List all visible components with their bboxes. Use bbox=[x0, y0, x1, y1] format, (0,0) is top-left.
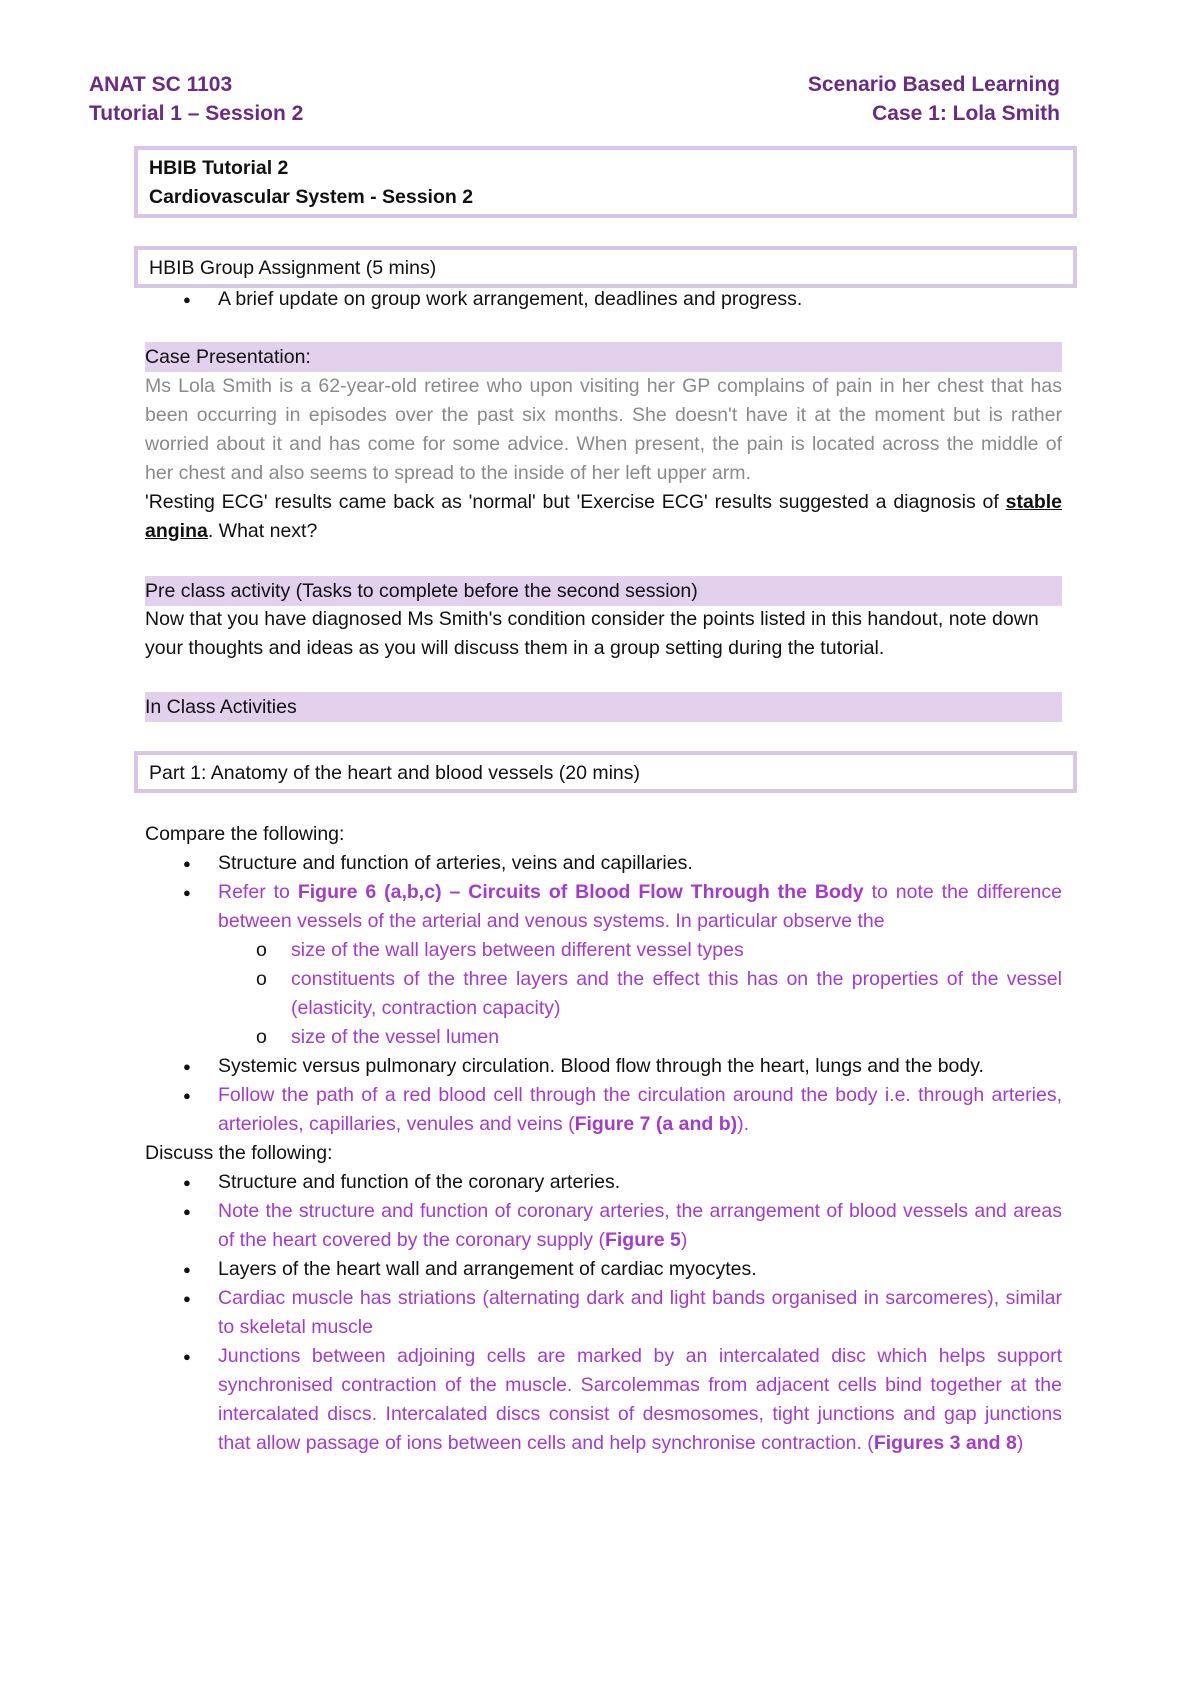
header-right bbox=[808, 70, 1060, 128]
figure6-post: to note the difference between vessels of the arterial and venous systems. In particular observe the bbox=[218, 881, 1062, 932]
in-class-heading: In Class Activities bbox=[145, 696, 297, 718]
compare-list bbox=[145, 849, 1062, 936]
discuss-list bbox=[145, 1168, 1062, 1458]
header-left bbox=[89, 70, 303, 128]
title-line-1: HBIB Tutorial 2 bbox=[149, 157, 289, 179]
case-label: Case 1: Lola Smith bbox=[872, 102, 1060, 125]
rbc-pre: Follow the path of a red blood cell through the circulation around the body i.e. through arteries, arterioles, capillaries, venules and veins ( bbox=[218, 1084, 1062, 1135]
figures-3-8-ref: Figures 3 and 8 bbox=[873, 1432, 1017, 1454]
discuss-item-striations: ● Cardiac muscle has striations (alternating dark and light bands organised in sarcomeres), similar to skeletal muscle bbox=[145, 1284, 1062, 1342]
scenario-label: Scenario Based Learning bbox=[807, 73, 1060, 96]
sub-item-lumen: o size of the vessel lumen bbox=[145, 1023, 1062, 1052]
coronary-pre: Note the structure and function of coronary arteries, the arrangement of blood vessels and areas of the heart covered by the coronary supply ( bbox=[218, 1200, 1062, 1251]
sub-item-wall-layers: o size of the wall layers between different vessel types bbox=[145, 936, 1062, 965]
compare-intro: Compare the following: bbox=[145, 823, 345, 845]
case-presentation-band bbox=[145, 342, 1062, 372]
compare-item-rbc-path bbox=[145, 1081, 1062, 1139]
figure6-ref: Figure 6 (a,b,c) – Circuits of Blood Flow Through the Body bbox=[297, 881, 864, 903]
compare-item-figure6 bbox=[145, 878, 1062, 936]
group-assignment-bullet: ● A brief update on group work arrangement, deadlines and progress. bbox=[145, 285, 1062, 314]
group-assignment-box bbox=[134, 246, 1077, 288]
diagnosis-stable-angina: stable angina bbox=[145, 491, 1062, 542]
group-assignment-list bbox=[145, 285, 1062, 314]
tutorial-session: Tutorial 1 – Session 2 bbox=[89, 102, 304, 125]
rbc-post: ). bbox=[737, 1113, 750, 1135]
ecg-text-before: 'Resting ECG' results came back as 'normal' but 'Exercise ECG' results suggested a diagnosis of bbox=[145, 491, 1006, 513]
compare-list-cont bbox=[145, 1052, 1062, 1139]
pre-class-heading: Pre class activity (Tasks to complete before the second session) bbox=[145, 580, 698, 602]
part1-content bbox=[145, 820, 1062, 1458]
discuss-intro: Discuss the following: bbox=[145, 1142, 333, 1164]
discuss-item-intercalated bbox=[145, 1342, 1062, 1458]
part1-box bbox=[134, 751, 1077, 793]
course-code: ANAT SC 1103 bbox=[89, 73, 233, 96]
discuss-item-coronary-note bbox=[145, 1197, 1062, 1255]
in-class-band bbox=[145, 692, 1062, 722]
case-presentation-heading: Case Presentation: bbox=[145, 346, 311, 368]
pre-class-band bbox=[145, 576, 1062, 606]
intercalated-post: ) bbox=[1016, 1432, 1024, 1454]
figure7-ref: Figure 7 (a and b) bbox=[574, 1113, 738, 1135]
ecg-results bbox=[145, 488, 1062, 546]
group-assignment-heading: HBIB Group Assignment (5 mins) bbox=[149, 257, 437, 279]
part1-heading: Part 1: Anatomy of the heart and blood vessels (20 mins) bbox=[149, 762, 641, 784]
intercalated-pre: Junctions between adjoining cells are marked by an intercalated disc which helps support synchronised contraction of the muscle. Sarcolemmas from adjacent cells bind together at the intercalated discs. Intercalated discs consist of desmosomes, tight junctions and gap junctions that allow passage of ions between cells and help synchronise contraction. ( bbox=[218, 1345, 1062, 1454]
title-line-2: Cardiovascular System - Session 2 bbox=[149, 186, 474, 208]
case-presentation-text bbox=[145, 372, 1062, 546]
discuss-item-heart-wall: ● Layers of the heart wall and arrangement of cardiac myocytes. bbox=[145, 1255, 1062, 1284]
coronary-post: ) bbox=[680, 1229, 688, 1251]
compare-item-vessels: ● Structure and function of arteries, veins and capillaries. bbox=[145, 849, 1062, 878]
pre-class-body: Now that you have diagnosed Ms Smith's condition consider the points listed in this handout, note down your thoughts and ideas as you will discuss them in a group setting during the tutorial. bbox=[145, 608, 1039, 659]
figure5-ref: Figure 5 bbox=[604, 1229, 681, 1251]
ecg-text-after: . What next? bbox=[207, 520, 318, 542]
compare-item-circulation: ● Systemic versus pulmonary circulation. Blood flow through the heart, lungs and the body. bbox=[145, 1052, 1062, 1081]
figure6-pre: Refer to bbox=[218, 881, 298, 903]
case-presentation-body: Ms Lola Smith is a 62-year-old retiree who upon visiting her GP complains of pain in her chest that has been occurring in episodes over the past six months. She doesn't have it at the moment but is rather worried about it and has come for some advice. When present, the pain is located across the middle of her chest and also seems to spread to the inside of her left upper arm. bbox=[145, 375, 1062, 484]
sub-item-constituents: o constituents of the three layers and the effect this has on the properties of the vessel (elasticity, contraction capacity) bbox=[145, 965, 1062, 1023]
title-box bbox=[134, 146, 1077, 218]
observe-sublist bbox=[145, 936, 1062, 1052]
discuss-item-coronary: ● Structure and function of the coronary arteries. bbox=[145, 1168, 1062, 1197]
